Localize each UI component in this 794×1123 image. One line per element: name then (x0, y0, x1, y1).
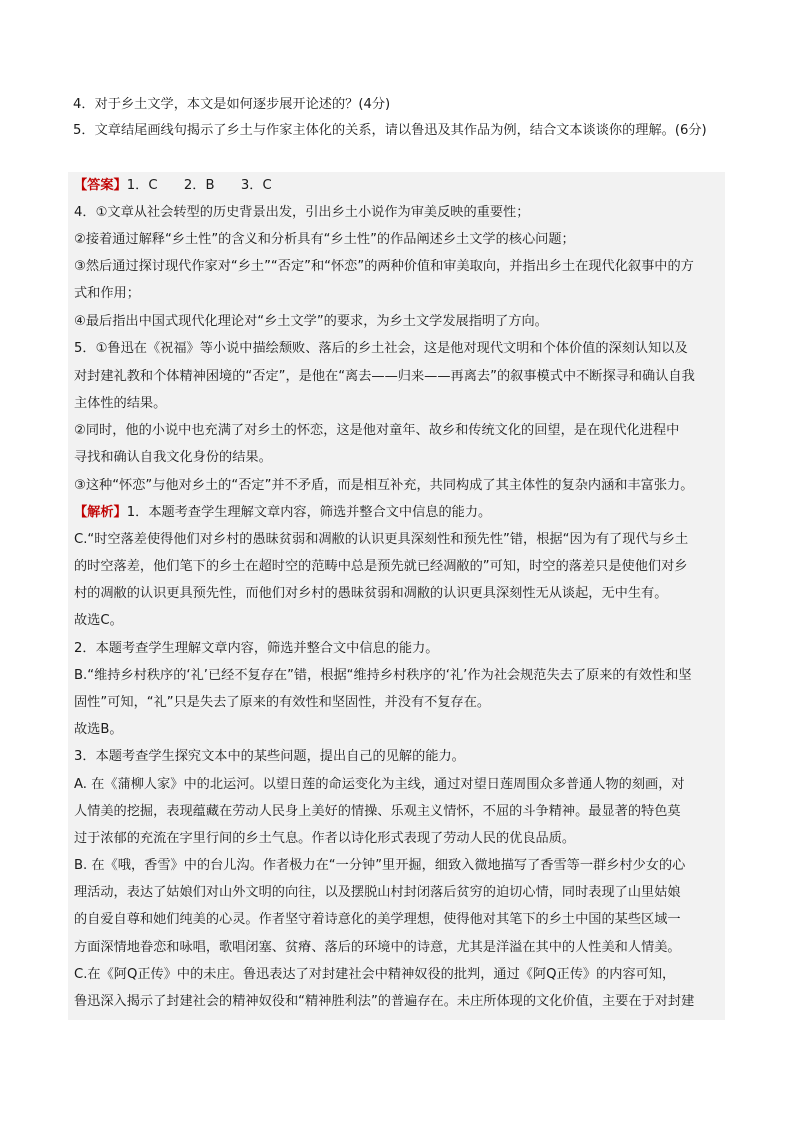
analysis-line: 故选C。 (74, 613, 123, 628)
analysis-line: 村的凋敝的认识更具预先性，而他们对乡村的愚昧贫弱和凋敝的认识更具深刻性无从谈起，无中生有。 (74, 586, 668, 601)
analysis-line: B.“维持乡村秩序的‘礼’已经不复存在”错，根据“维持乡村秩序的‘礼’作为社会规范失去了原来的有效性和坚 (74, 668, 692, 683)
analysis-line: 固性”可知，“礼”只是失去了原来的有效性和坚固性，并没有不复存在。 (74, 695, 491, 710)
analysis-line: 方面深情地眷恋和咏唱，歌唱闭塞、贫瘠、落后的环境中的诗意，尤其是洋溢在其中的人性美和人情美。 (74, 940, 681, 955)
answer-line: 对封建礼教和个体精神困境的“否定”，是他在“离去——归来——再离去”的叙事模式中不断探寻和确认自我 (74, 369, 695, 384)
analysis-line: C.在《阿Q正传》中的未庄。鲁迅表达了对封建社会中精神奴役的批判，通过《阿Q正传》的内容可知， (74, 967, 676, 982)
analysis-line: 故选B。 (74, 722, 123, 737)
analysis-tag: 【解析】 (74, 505, 127, 520)
answer-line: ④最后指出中国式现代化理论对“乡土文学”的要求，为乡土文学发展指明了方向。 (74, 314, 548, 329)
answer-line: ③这种“怀恋”与他对乡土的“否定”并不矛盾，而是相互补充，共同构成了其主体性的复杂内涵和丰富张力。 (74, 478, 694, 493)
answer-line: ②同时，他的小说中也充满了对乡土的怀恋，这是他对童年、故乡和传统文化的回望，是在现代化进程中 (74, 423, 680, 438)
analysis-line: 的自爱自尊和她们纯美的心灵。作者坚守着诗意化的美学理想，使得他对其笔下的乡土中国的某些区域一 (74, 912, 681, 927)
analysis-line: 理活动，表达了姑娘们对山外文明的向往，以及摆脱山村封闭落后贫穷的迫切心情，同时表现了山里姑娘 (74, 885, 681, 900)
answer-line: 主体性的结果。 (74, 396, 167, 411)
question-5: 5．文章结尾画线句揭示了乡土与作家主体化的关系，请以鲁迅及其作品为例，结合文本谈谈你的理解。(6分) (73, 123, 707, 138)
analysis-line: 2．本题考查学生理解文章内容，筛选并整合文中信息的能力。 (74, 641, 439, 656)
answer-line: ②接着通过解释“乡土性”的含义和分析具有“乡土性”的作品阐述乡土文学的核心问题； (74, 232, 575, 247)
answer-line: 4．①文章从社会转型的历史背景出发，引出乡土小说作为审美反映的重要性； (74, 205, 530, 220)
answer-line: ③然后通过探讨现代作家对“乡土”“否定”和“怀恋”的两种价值和审美取向，并指出乡土在现代化叙事中的方 (74, 259, 694, 274)
answer-line: 5．①鲁迅在《祝福》等小说中描绘颓败、落后的乡土社会，这是他对现代文明和个体价值的深刻认知以及 (74, 341, 688, 356)
analysis-line-1: 【解析】1．本题考查学生理解文章内容，筛选并整合文中信息的能力。 (74, 505, 492, 520)
analysis-line: 的时空落差，他们笔下的乡土在超时空的范畴中总是预先就已经凋敝的”可知，时空的落差只是使他们对乡 (74, 559, 688, 574)
analysis-line: 人情美的挖掘，表现蕴藏在劳动人民身上美好的情操、乐观主义情怀，不屈的斗争精神。最显著的特色莫 (74, 804, 681, 819)
analysis-line: B. 在《哦，香雪》中的台儿沟。作者极力在“一分钟”里开掘，细致入微地描写了香雪等一群乡村少女的心 (74, 858, 686, 873)
answer-line: 寻找和确认自我文化身份的结果。 (74, 450, 272, 465)
answer-line-1: 【答案】1．C 2．B 3．C (74, 178, 272, 193)
question-4: 4．对于乡土文学，本文是如何逐步展开论述的？(4分) (73, 97, 391, 112)
answer-line: 式和作用； (74, 286, 140, 301)
analysis-line: 3．本题考查学生探究文本中的某些问题，提出自己的见解的能力。 (74, 749, 465, 764)
analysis-line: 过于浓郁的充流在字里行间的乡土气息。作者以诗化形式表现了劳动人民的优良品质。 (74, 831, 576, 846)
analysis-line: C.“时空落差使得他们对乡村的愚昧贫弱和凋敝的认识更具深刻性和预先性”错，根据“因为有了现代与乡土 (74, 532, 689, 547)
answer-tag: 【答案】 (74, 178, 127, 193)
analysis-line: 鲁迅深入揭示了封建社会的精神奴役和“精神胜利法”的普遍存在。未庄所体现的文化价值，主要在于对封建 (74, 994, 695, 1009)
analysis-line: A. 在《蒲柳人家》中的北运河。以望日莲的命运变化为主线，通过对望日莲周围众多普通人物的刻画，对 (74, 777, 685, 792)
